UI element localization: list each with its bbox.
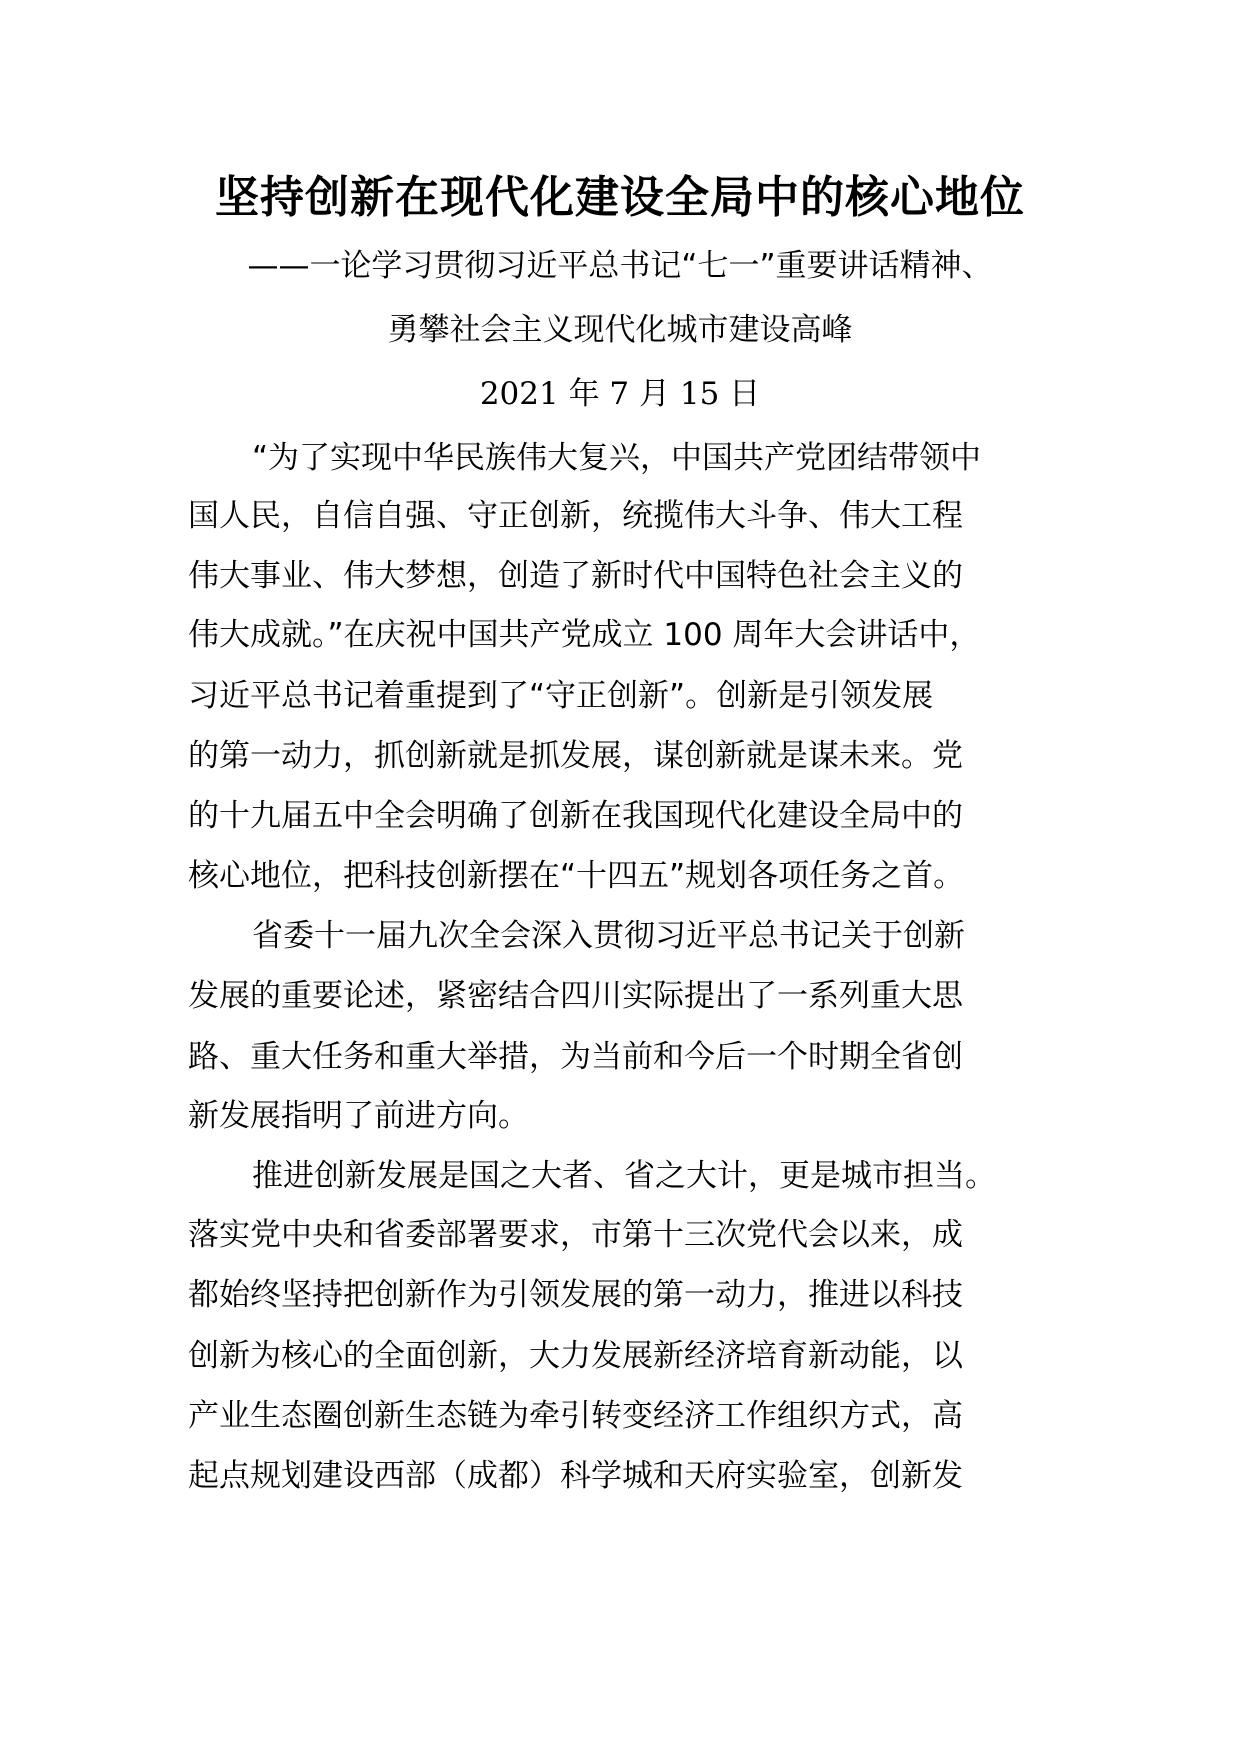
body-line-9: 省委十一届九次全会深入贯彻习近平总书记关于创新 — [252, 918, 965, 954]
document-title: 坚持创新在现代化建设全局中的核心地位 — [215, 172, 1025, 223]
body-line-6: 的第一动力，抓创新就是抓发展，谋创新就是谋未来。党 — [188, 738, 963, 774]
body-line-17: 产业生态圈创新生态链为牵引转变经济工作组织方式，高 — [188, 1398, 963, 1434]
body-line-10: 发展的重要论述，紧密结合四川实际提出了一系列重大思 — [188, 978, 963, 1014]
body-line-11: 路、重大任务和重大举措，为当前和今后一个时期全省创 — [188, 1039, 963, 1075]
body-line-5: 习近平总书记着重提到了“守正创新”。创新是引领发展 — [188, 678, 934, 714]
body-line-3: 伟大事业、伟大梦想，创造了新时代中国特色社会主义的 — [188, 558, 963, 594]
body-line-8: 核心地位，把科技创新摆在“十四五”规划各项任务之首。 — [188, 858, 965, 894]
body-line-13: 推进创新发展是国之大者、省之大计，更是城市担当。 — [252, 1158, 996, 1194]
body-line-4: 伟大成就。”在庆祝中国共产党成立 100 周年大会讲话中， — [188, 617, 981, 653]
body-line-18: 起点规划建设西部（成都）科学城和天府实验室，创新发 — [188, 1458, 963, 1494]
body-line-14: 落实党中央和省委部署要求，市第十三次党代会以来，成 — [188, 1217, 963, 1253]
body-line-15: 都始终坚持把创新作为引领发展的第一动力，推进以科技 — [188, 1277, 963, 1313]
document-subtitle-line-1: ——一论学习贯彻习近平总书记“七一”重要讲话精神、 — [247, 248, 993, 284]
body-line-7: 的十九届五中全会明确了创新在我国现代化建设全局中的 — [188, 798, 963, 834]
body-line-16: 创新为核心的全面创新，大力发展新经济培育新动能，以 — [188, 1338, 963, 1374]
body-line-12: 新发展指明了前进方向。 — [188, 1098, 529, 1134]
document-subtitle-line-2: 勇攀社会主义现代化城市建设高峰 — [387, 312, 853, 348]
document-date: 2021 年 7 月 15 日 — [479, 376, 761, 412]
body-line-1: “为了实现中华民族伟大复兴，中国共产党团结带领中 — [252, 440, 982, 476]
body-line-2: 国人民，自信自强、守正创新，统揽伟大斗争、伟大工程 — [188, 498, 963, 534]
